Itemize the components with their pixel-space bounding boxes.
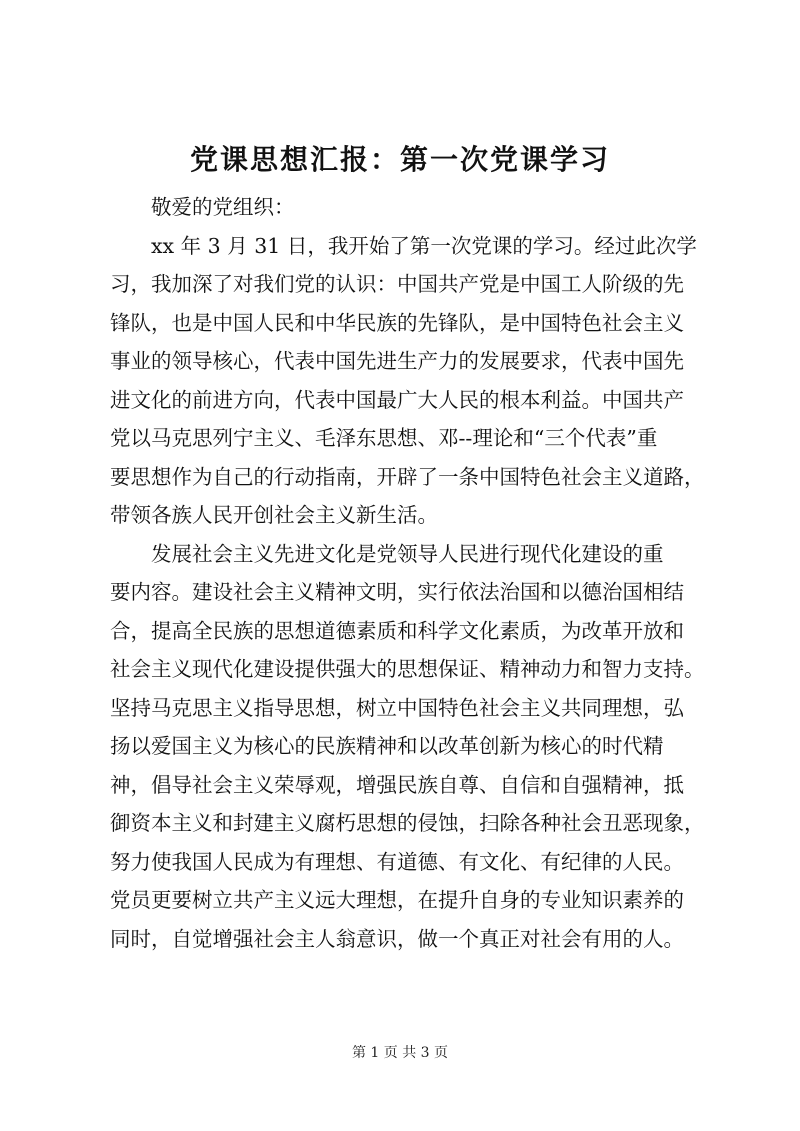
page-title: 党课思想汇报：第一次党课学习 bbox=[189, 143, 610, 176]
paragraph-line: 进文化的前进方向，代表中国最广大人民的根本利益。中国共产 bbox=[110, 387, 684, 412]
page-number-footer: 第 1 页 共 3 页 bbox=[351, 1045, 449, 1061]
paragraph-line: 锋队，也是中国人民和中华民族的先锋队，是中国特色社会主义 bbox=[110, 310, 684, 335]
paragraph-line: xx 年 3 月 31 日，我开始了第一次党课的学习。经过此次学 bbox=[151, 233, 697, 258]
paragraph-line: 发展社会主义先进文化是党领导人民进行现代化建设的重 bbox=[151, 541, 664, 566]
paragraph-line: 御资本主义和封建主义腐朽思想的侵蚀，扫除各种社会丑恶现象， bbox=[110, 811, 705, 835]
paragraph-line: 敬爱的党组织： bbox=[151, 195, 295, 219]
paragraph-line: 社会主义现代化建设提供强大的思想保证、精神动力和智力支持。 bbox=[110, 657, 705, 681]
body-paragraph-2 bbox=[110, 535, 710, 959]
paragraph-line: 要内容。建设社会主义精神文明，实行依法治国和以德治国相结 bbox=[110, 580, 684, 604]
paragraph-line: 事业的领导核心，代表中国先进生产力的发展要求，代表中国先 bbox=[110, 349, 684, 373]
paragraph-line: 习，我加深了对我们党的认识：中国共产党是中国工人阶级的先 bbox=[110, 272, 684, 296]
body-paragraph-1 bbox=[110, 227, 710, 535]
paragraph-line: 扬以爱国主义为核心的民族精神和以改革创新为核心的时代精 bbox=[110, 734, 664, 758]
paragraph-line: 合，提高全民族的思想道德素质和科学文化素质，为改革开放和 bbox=[110, 618, 684, 643]
document-body bbox=[110, 188, 710, 958]
paragraph-line: 要思想作为自己的行动指南，开辟了一条中国特色社会主义道路， bbox=[110, 464, 705, 489]
paragraph-line: 同时，自觉增强社会主人翁意识，做一个真正对社会有用的人。 bbox=[110, 926, 684, 951]
salutation-paragraph bbox=[110, 188, 710, 227]
paragraph-line: 神，倡导社会主义荣辱观，增强民族自尊、自信和自强精神，抵 bbox=[110, 772, 684, 797]
paragraph-line: 党以马克思列宁主义、毛泽东思想、邓--理论和“三个代表”重 bbox=[110, 426, 658, 450]
paragraph-line: 带领各族人民开创社会主义新生活。 bbox=[110, 503, 438, 527]
paragraph-line: 努力使我国人民成为有理想、有道德、有文化、有纪律的人民。 bbox=[110, 849, 684, 874]
paragraph-line: 坚持马克思主义指导思想，树立中国特色社会主义共同理想，弘 bbox=[110, 695, 684, 720]
paragraph-line: 党员更要树立共产主义远大理想，在提升自身的专业知识素养的 bbox=[110, 888, 684, 912]
